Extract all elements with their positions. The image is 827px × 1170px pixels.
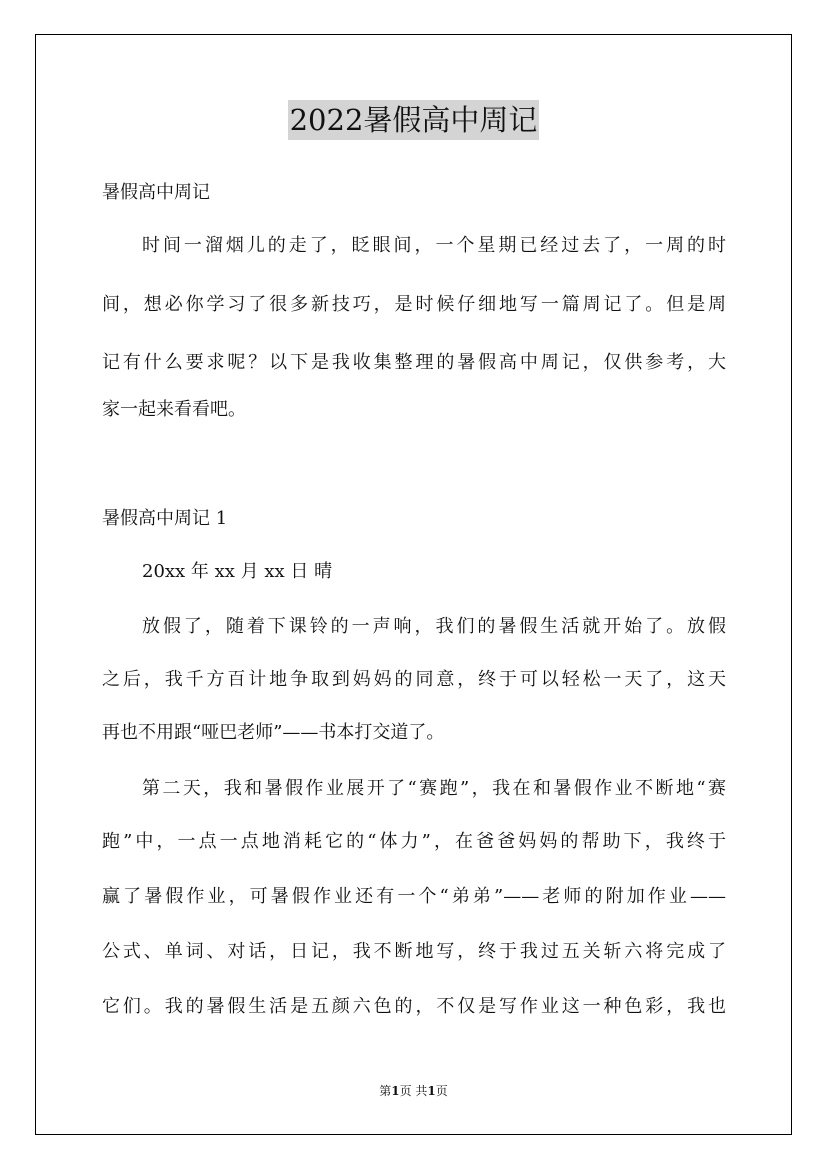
- page-footer: [0, 1083, 827, 1099]
- footer-page-number: 1: [391, 1084, 400, 1098]
- intro-line-3: 记有什么要求呢？以下是我收集整理的暑假高中周记，仅供参考，大: [102, 352, 726, 373]
- intro-line-4: 家一起来看看吧。: [102, 399, 246, 420]
- footer-page-total: 1: [427, 1084, 436, 1098]
- intro-line-2: 间，想必你学习了很多新技巧，是时候仔细地写一篇周记了。但是周: [102, 294, 726, 315]
- footer-page-suffix: 页: [435, 1084, 448, 1098]
- intro-line-1: 时间一溜烟儿的走了，眨眼间，一个星期已经过去了，一周的时: [142, 235, 726, 256]
- paragraph2-line-1: 第二天，我和暑假作业展开了“赛跑”，我在和暑假作业不断地“赛: [142, 778, 726, 799]
- paragraph1-line-2: 之后，我千方百计地争取到妈妈的同意，终于可以轻松一天了，这天: [102, 669, 726, 690]
- paragraph2-line-5: 它们。我的暑假生活是五颜六色的，不仅是写作业这一种色彩，我也: [102, 996, 726, 1017]
- section-heading: 暑假高中周记 1: [102, 508, 228, 529]
- footer-page-prefix: 第: [379, 1084, 392, 1098]
- document-title: 2022暑假高中周记: [288, 100, 540, 140]
- paragraph1-line-1: 放假了，随着下课铃的一声响，我们的暑假生活就开始了。放假: [142, 616, 726, 637]
- paragraph2-line-3: 赢了暑假作业，可暑假作业还有一个“弟弟”——老师的附加作业——: [102, 886, 726, 907]
- subtitle: 暑假高中周记: [102, 182, 210, 203]
- paragraph2-line-2: 跑”中，一点一点地消耗它的“体力”，在爸爸妈妈的帮助下，我终于: [102, 831, 726, 852]
- paragraph2-line-4: 公式、单词、对话，日记，我不断地写，终于我过五关斩六将完成了: [102, 941, 726, 962]
- footer-page-mid: 页 共: [399, 1084, 428, 1098]
- paragraph1-line-3: 再也不用跟“哑巴老师”——书本打交道了。: [102, 722, 445, 743]
- date-line: 20xx 年 xx 月 xx 日 晴: [142, 561, 333, 582]
- title-container: [0, 100, 827, 140]
